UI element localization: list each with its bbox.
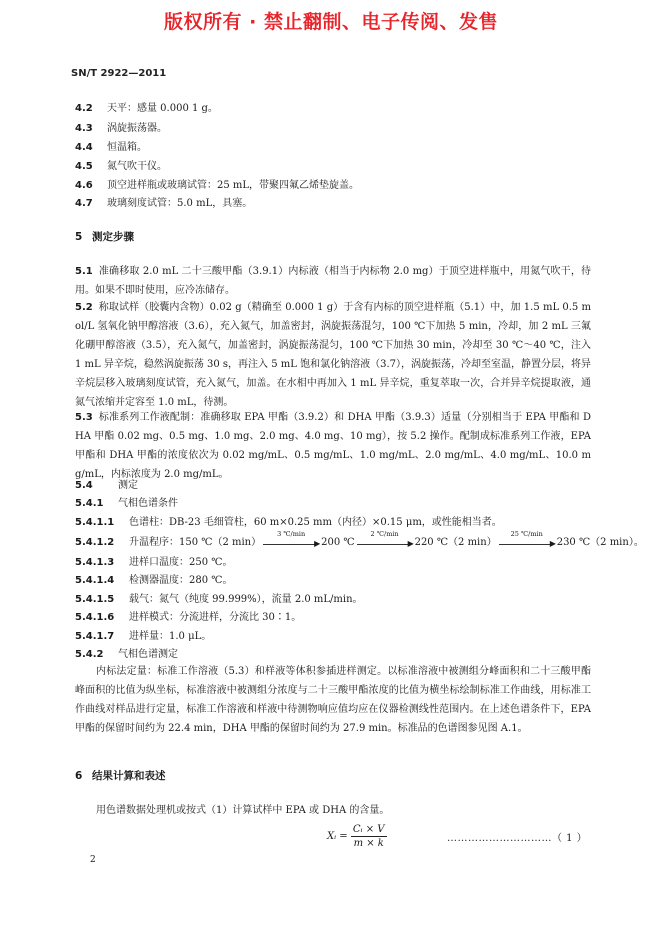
clause-text: 进样模式：分流进样，分流比 30∶1。 bbox=[129, 612, 302, 623]
clause-text: 称取试样（胶囊内含物）0.02 g（精确至 0.000 1 g）于含有内标的顶空进样瓶（5.1）中，加 1.5 mL 0.5 mol/L 氢氧化钠甲醇溶液（3.6），充入氮气，加盖密封，涡旋振荡混匀，100 ℃下加热 5 min，冷却，加 2 mL 三氟化硼甲醇溶液（3.5），充入氮气，加盖密封，涡旋振荡混匀，100 ℃下加热 30 min，冷却至 30 ℃～40 ℃，注入 1 mL 异辛烷，稳然涡旋振荡 30 s，再注入 5 mL 饱和氯化钠溶液（3.7），涡旋振荡，冷却至室温，静置分层，将异辛烷层移入玻璃刻度试管，充入氮气，加盖。在水相中再加入 1 mL 异辛烷，重复萃取一次，合并异辛烷提取液，通氮气浓缩并定容至 1.0 mL，待测。 bbox=[75, 302, 591, 408]
program-start: 升温程序：150 ℃（2 min） bbox=[129, 537, 262, 548]
section-title: 结果计算和表述 bbox=[92, 770, 166, 782]
item-text: 恒温箱。 bbox=[107, 142, 147, 153]
clause-number: 5.4.1.2 bbox=[75, 537, 115, 548]
clause-text: 测定 bbox=[118, 480, 138, 491]
formula-numerator: Cᵢ × V bbox=[352, 824, 385, 835]
list-item bbox=[75, 157, 167, 172]
subsection-heading bbox=[75, 476, 138, 491]
section-title: 测定步骤 bbox=[92, 231, 134, 243]
clause-number: 5.2 bbox=[75, 302, 93, 313]
page-number: 2 bbox=[90, 855, 96, 865]
list-item bbox=[75, 99, 218, 114]
clause-number: 5.4 bbox=[75, 480, 93, 491]
paragraph bbox=[75, 298, 591, 412]
section-heading bbox=[75, 229, 134, 244]
item-text: 顶空进样瓶或玻璃试管：25 mL，带聚四氟乙烯垫旋盖。 bbox=[107, 180, 360, 191]
item-text: 涡旋振荡器。 bbox=[107, 123, 167, 134]
clause-text: 进样口温度：250 ℃。 bbox=[129, 557, 233, 568]
subclause bbox=[75, 627, 211, 642]
clause-number: 5.1 bbox=[75, 266, 93, 277]
clause-text: 载气：氮气（纯度 99.999%），流量 2.0 mL/min。 bbox=[129, 594, 363, 605]
item-number: 4.2 bbox=[75, 103, 93, 114]
item-number: 4.7 bbox=[75, 198, 93, 209]
section-number: 6 bbox=[75, 770, 83, 782]
clause-number: 5.4.1 bbox=[75, 498, 104, 509]
clause-text: 色谱柱：DB-23 毛细管柱，60 m×0.25 mm（内径）×0.15 μm，或性能相当者。 bbox=[129, 517, 502, 528]
paragraph bbox=[75, 262, 591, 300]
program-step: 200 ℃ bbox=[321, 537, 355, 548]
subsection-heading bbox=[75, 494, 178, 509]
formula-lhs: Xᵢ = bbox=[327, 831, 348, 842]
item-text: 天平：感量 0.000 1 g。 bbox=[107, 103, 218, 114]
clause-number: 5.4.1.5 bbox=[75, 594, 115, 605]
clause-number: 5.4.2 bbox=[75, 649, 104, 660]
equation-number: …………………………（ 1 ） bbox=[447, 833, 588, 844]
section-number: 5 bbox=[75, 231, 83, 243]
subclause bbox=[75, 608, 301, 623]
program-end: 230 ℃（2 min）。 bbox=[556, 537, 644, 548]
ramp-rate-label: 3 ℃/min bbox=[277, 529, 306, 538]
clause-text: 进样量：1.0 μL。 bbox=[129, 631, 212, 642]
paragraph bbox=[75, 408, 591, 484]
program-step: 220 ℃（2 min） bbox=[414, 537, 497, 548]
clause-number: 5.4.1.7 bbox=[75, 631, 115, 642]
clause-number: 5.4.1.3 bbox=[75, 557, 115, 568]
item-number: 4.6 bbox=[75, 180, 93, 191]
subclause bbox=[75, 513, 502, 528]
subclause bbox=[75, 571, 232, 586]
ramp-arrow bbox=[261, 529, 321, 550]
list-item bbox=[75, 119, 167, 134]
arrow-head-icon: ▶ bbox=[407, 538, 414, 548]
clause-number: 5.4.1.4 bbox=[75, 575, 115, 586]
item-number: 4.4 bbox=[75, 142, 93, 153]
watermark-banner: 版权所有 · 禁止翻制、电子传阅、发售 bbox=[164, 11, 498, 33]
clause-number: 5.4.1.6 bbox=[75, 612, 115, 623]
arrow-head-icon: ▶ bbox=[314, 538, 321, 548]
clause-number: 5.3 bbox=[75, 412, 93, 423]
item-text: 玻璃刻度试管：5.0 mL，具塞。 bbox=[107, 198, 253, 209]
subsection-heading bbox=[75, 645, 178, 660]
formula-fraction bbox=[351, 823, 387, 850]
arrow-head-icon: ▶ bbox=[549, 538, 556, 548]
ramp-arrow bbox=[497, 529, 557, 550]
item-number: 4.5 bbox=[75, 161, 93, 172]
clause-text: 标准系列工作液配制：准确移取 EPA 甲酯（3.9.2）和 DHA 甲酯（3.9.3）适量（分别相当于 EPA 甲酯和 DHA 甲酯 0.02 mg、0.5 mg、1.0 mg、2.0 mg、4.0 mg、10 mg），按 5.2 操作。配制成标准系列工作液，EPA 甲酯和 DHA 甲酯的浓度依次为 0.02 mg/mL、0.5 mg/mL、1.0 mg/mL、2.0 mg/mL、4.0 mg/mL、10.0 mg/mL，内标浓度为 2.0 mg/mL。 bbox=[75, 412, 591, 480]
item-text: 氮气吹干仪。 bbox=[107, 161, 167, 172]
item-number: 4.3 bbox=[75, 123, 93, 134]
clause-text: 检测器温度：280 ℃。 bbox=[129, 575, 233, 586]
list-item bbox=[75, 194, 252, 209]
formula bbox=[327, 823, 387, 850]
clause-text: 准确移取 2.0 mL 二十三酸甲酯（3.9.1）内标液（相当于内标物 2.0 mg）于顶空进样瓶中，用氮气吹干，待用。如果不即时使用，应冷冻储存。 bbox=[75, 266, 591, 296]
paragraph: 用色谱数据处理机或按式（1）计算试样中 EPA 或 DHA 的含量。 bbox=[96, 805, 390, 816]
list-item bbox=[75, 138, 147, 153]
clause-number: 5.4.1.1 bbox=[75, 517, 115, 528]
clause-text: 气相色谱测定 bbox=[118, 649, 178, 660]
subclause bbox=[75, 590, 363, 605]
subclause bbox=[75, 553, 232, 568]
list-item bbox=[75, 176, 359, 191]
clause-text: 气相色谱条件 bbox=[118, 498, 178, 509]
ramp-arrow bbox=[355, 529, 415, 550]
formula-denominator: m × k bbox=[353, 838, 384, 849]
paragraph: 内标法定量：标准工作溶液（5.3）和样液等体积参插进样测定。以标准溶液中被测组分峰面积和二十三酸甲酯峰面积的比值为纵坐标，标准溶液中被测组分浓度与二十三酸甲酯浓度的比值为横坐标绘制标准工作曲线，用标准工作曲线对样品进行定量，标准工作溶液和样液中待测物响应值均应在仪器检测线性范围内。在上述色谱条件下，EPA 甲酯的保留时间约为 22.4 min，DHA 甲酯的保留时间约为 27.9 min。标准品的色谱图参见图 A.1。 bbox=[75, 666, 591, 734]
ramp-rate-label: 2 ℃/min bbox=[370, 529, 399, 538]
section-heading bbox=[75, 768, 166, 783]
document-id: SN/T 2922—2011 bbox=[71, 68, 167, 79]
ramp-rate-label: 25 ℃/min bbox=[510, 529, 543, 538]
subclause-temperature-program bbox=[75, 529, 644, 550]
